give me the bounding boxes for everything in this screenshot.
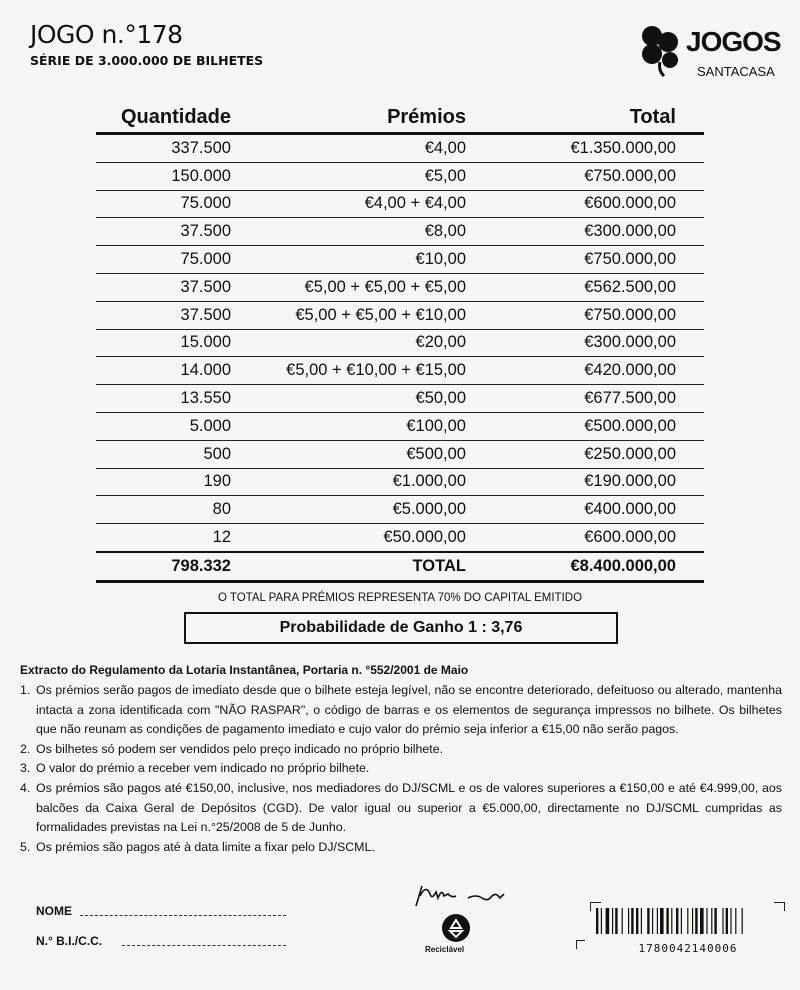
- cell-total: €750.000,00: [466, 301, 676, 329]
- cell-quantidade: 500: [96, 440, 231, 468]
- cell-total: €750.000,00: [466, 162, 676, 190]
- barcode-bar: [652, 908, 653, 934]
- cell-premios: €4,00: [231, 134, 466, 163]
- table-row: [96, 357, 704, 385]
- table-row: [96, 301, 704, 329]
- barcode-bar: [722, 908, 723, 934]
- cell-spacer: [676, 329, 704, 357]
- cell-quantidade: 337.500: [96, 134, 231, 163]
- barcode-bar: [706, 908, 707, 934]
- rule-text: Os bilhetes só podem ser vendidos pelo preço indicado no próprio bilhete.: [36, 741, 444, 756]
- regulation-rule: [20, 838, 782, 858]
- barcode-bar: [730, 908, 731, 934]
- cell-quantidade: 13.550: [96, 385, 231, 413]
- recycle-icon: [441, 913, 471, 943]
- cell-total: €750.000,00: [466, 246, 676, 274]
- cell-spacer: [676, 273, 704, 301]
- rule-text: Os prémios serão pagos de imediato desde que o bilhete esteja legível, não se encontre deteriorado, defeituoso ou alterado, mantenha intacta a zona identificada com "NÃO RASPAR", o código de barras e os elementos de segurança impressos no bilhete. Os bilhetes que não reunam as condições de pagamento imediato e cujo valor do prémio seja inferior a €15,00 não serão pagos.: [36, 683, 782, 737]
- cell-premios: €4,00 + €4,00: [231, 190, 466, 218]
- game-title: JOGO n.°178: [30, 20, 183, 49]
- id-label: N.° B.I./C.C.: [36, 934, 103, 948]
- cell-spacer: [676, 218, 704, 246]
- cell-quantidade: 14.000: [96, 357, 231, 385]
- barcode-bar: [671, 908, 672, 934]
- cell-total: €190.000,00: [466, 468, 676, 496]
- barcode-bar: [641, 908, 642, 934]
- cell-total: €420.000,00: [466, 357, 676, 385]
- logo-main-text: JOGOS: [686, 26, 781, 57]
- barcode-bar: [695, 908, 697, 934]
- capital-note: O TOTAL PARA PRÉMIOS REPRESENTA 70% DO CAPITAL EMITIDO: [217, 592, 583, 604]
- cell-spacer: [676, 246, 704, 274]
- total-label: TOTAL: [231, 552, 466, 581]
- cell-spacer: [676, 162, 704, 190]
- total-amount: €8.400.000,00: [466, 552, 676, 581]
- cell-total: €400.000,00: [466, 496, 676, 524]
- cell-spacer: [676, 524, 704, 552]
- cell-spacer: [676, 301, 704, 329]
- total-quantity: 798.332: [96, 552, 231, 581]
- header-premios: Prémios: [231, 102, 466, 134]
- table-row: [96, 440, 704, 468]
- probability-box: Probabilidade de Ganho 1 : 3,76: [184, 612, 618, 644]
- barcode-bar: [606, 908, 610, 934]
- barcode-bar: [601, 908, 602, 934]
- cell-quantidade: 37.500: [96, 301, 231, 329]
- barcode-icon: [596, 908, 782, 934]
- cell-quantidade: 75.000: [96, 190, 231, 218]
- cell-premios: €20,00: [231, 329, 466, 357]
- regulation-rule: [20, 759, 782, 779]
- prize-table: [96, 102, 704, 583]
- cell-spacer: [676, 412, 704, 440]
- cell-premios: €50,00: [231, 385, 466, 413]
- total-spacer: [676, 552, 704, 581]
- cell-quantidade: 5.000: [96, 412, 231, 440]
- table-row: [96, 329, 704, 357]
- barcode-bar: [687, 908, 688, 934]
- barcode-bar: [628, 908, 629, 934]
- table-row: [96, 524, 704, 552]
- cell-spacer: [676, 190, 704, 218]
- barcode-bar: [692, 908, 693, 934]
- table-row: [96, 134, 704, 163]
- cell-spacer: [676, 134, 704, 163]
- cell-quantidade: 80: [96, 496, 231, 524]
- name-label: NOME: [36, 904, 72, 918]
- cell-quantidade: 75.000: [96, 246, 231, 274]
- logo-sub-text: SANTACASA: [697, 64, 775, 79]
- barcode-bar: [666, 908, 668, 934]
- barcode-bar: [676, 908, 678, 934]
- barcode-bar: [742, 908, 743, 934]
- header-spacer: [676, 102, 704, 134]
- id-field[interactable]: [122, 945, 286, 946]
- cell-total: €250.000,00: [466, 440, 676, 468]
- table-row: [96, 468, 704, 496]
- regulation-rules: [20, 681, 782, 857]
- barcode-bar: [714, 908, 716, 934]
- barcode-bar: [700, 908, 704, 934]
- barcode-number: 1780042140006: [638, 942, 738, 955]
- rule-number: 4.: [20, 780, 31, 795]
- cell-spacer: [676, 496, 704, 524]
- cell-premios: €5,00: [231, 162, 466, 190]
- cell-total: €600.000,00: [466, 190, 676, 218]
- cell-spacer: [676, 440, 704, 468]
- barcode-bar: [735, 908, 736, 934]
- barcode-bar: [631, 908, 633, 934]
- cell-total: €600.000,00: [466, 524, 676, 552]
- cell-total: €1.350.000,00: [466, 134, 676, 163]
- regulation-title: Extracto do Regulamento da Lotaria Instantânea, Portaria n. °552/2001 de Maio: [20, 663, 469, 677]
- table-row: [96, 246, 704, 274]
- table-row: [96, 218, 704, 246]
- barcode-bar: [726, 908, 728, 934]
- barcode-bar: [636, 908, 638, 934]
- barcode-bar: [622, 908, 623, 934]
- cell-premios: €10,00: [231, 246, 466, 274]
- barcode-bar: [711, 908, 712, 934]
- barcode-bar: [596, 908, 598, 934]
- cell-total: €562.500,00: [466, 273, 676, 301]
- cell-premios: €1.000,00: [231, 468, 466, 496]
- rule-text: Os prémios são pagos até €150,00, inclusive, nos mediadores do DJ/SCML e os de valores superiores a €150,00 e até €4.999,00, aos balcões da Caixa Geral de Depósitos (CGD). De valor igual ou superior a €5.000,00, directamente no DJ/SCML cumpridas as formalidades previstas na Lei n.°25/2008 de 5 de Junho.: [36, 780, 782, 835]
- cell-premios: €5,00 + €5,00 + €10,00: [231, 301, 466, 329]
- name-field[interactable]: [80, 915, 286, 916]
- table-total-row: [96, 552, 704, 581]
- cell-premios: €5.000,00: [231, 496, 466, 524]
- rule-number: 1.: [20, 683, 31, 697]
- barcode-bar: [612, 908, 613, 934]
- table-row: [96, 273, 704, 301]
- series-subtitle: SÉRIE DE 3.000.000 DE BILHETES: [30, 53, 264, 68]
- cell-premios: €8,00: [231, 218, 466, 246]
- cell-premios: €50.000,00: [231, 524, 466, 552]
- table-row: [96, 496, 704, 524]
- table-row: [96, 190, 704, 218]
- clover-logo-icon: [638, 22, 686, 78]
- cell-spacer: [676, 357, 704, 385]
- rule-text: Os prémios são pagos até à data limite a fixar pelo DJ/SCML.: [36, 839, 375, 854]
- barcode-corner-bl: [576, 940, 585, 949]
- cell-quantidade: 37.500: [96, 218, 231, 246]
- cell-premios: €100,00: [231, 412, 466, 440]
- cell-total: €500.000,00: [466, 412, 676, 440]
- prize-table-header: [96, 102, 704, 134]
- rule-text: O valor do prémio a receber vem indicado no próprio bilhete.: [36, 761, 370, 776]
- regulation-rule: [20, 681, 782, 740]
- signature-icon: [412, 880, 512, 910]
- header-total: Total: [466, 102, 676, 134]
- rule-number: 2.: [20, 741, 31, 756]
- cell-quantidade: 37.500: [96, 273, 231, 301]
- jogos-santacasa-logo: [638, 22, 783, 82]
- barcode-bar: [615, 908, 617, 934]
- regulation-rule: [20, 779, 782, 838]
- barcode-bar: [660, 908, 664, 934]
- cell-spacer: [676, 385, 704, 413]
- cell-quantidade: 12: [96, 524, 231, 552]
- barcode-bar: [647, 908, 649, 934]
- table-row: [96, 412, 704, 440]
- rule-number: 5.: [20, 839, 31, 854]
- cell-premios: €500,00: [231, 440, 466, 468]
- cell-quantidade: 15.000: [96, 329, 231, 357]
- barcode-bar: [681, 908, 682, 934]
- barcode-bar: [657, 908, 658, 934]
- cell-premios: €5,00 + €5,00 + €5,00: [231, 273, 466, 301]
- table-row: [96, 162, 704, 190]
- cell-total: €300.000,00: [466, 329, 676, 357]
- cell-total: €300.000,00: [466, 218, 676, 246]
- cell-quantidade: 150.000: [96, 162, 231, 190]
- table-row: [96, 385, 704, 413]
- rule-number: 3.: [20, 761, 31, 776]
- cell-total: €677.500,00: [466, 385, 676, 413]
- cell-quantidade: 190: [96, 468, 231, 496]
- header-quantidade: Quantidade: [96, 102, 231, 134]
- cell-premios: €5,00 + €10,00 + €15,00: [231, 357, 466, 385]
- cell-spacer: [676, 468, 704, 496]
- recycle-label: Reciclável: [425, 945, 465, 954]
- regulation-rule: [20, 740, 782, 760]
